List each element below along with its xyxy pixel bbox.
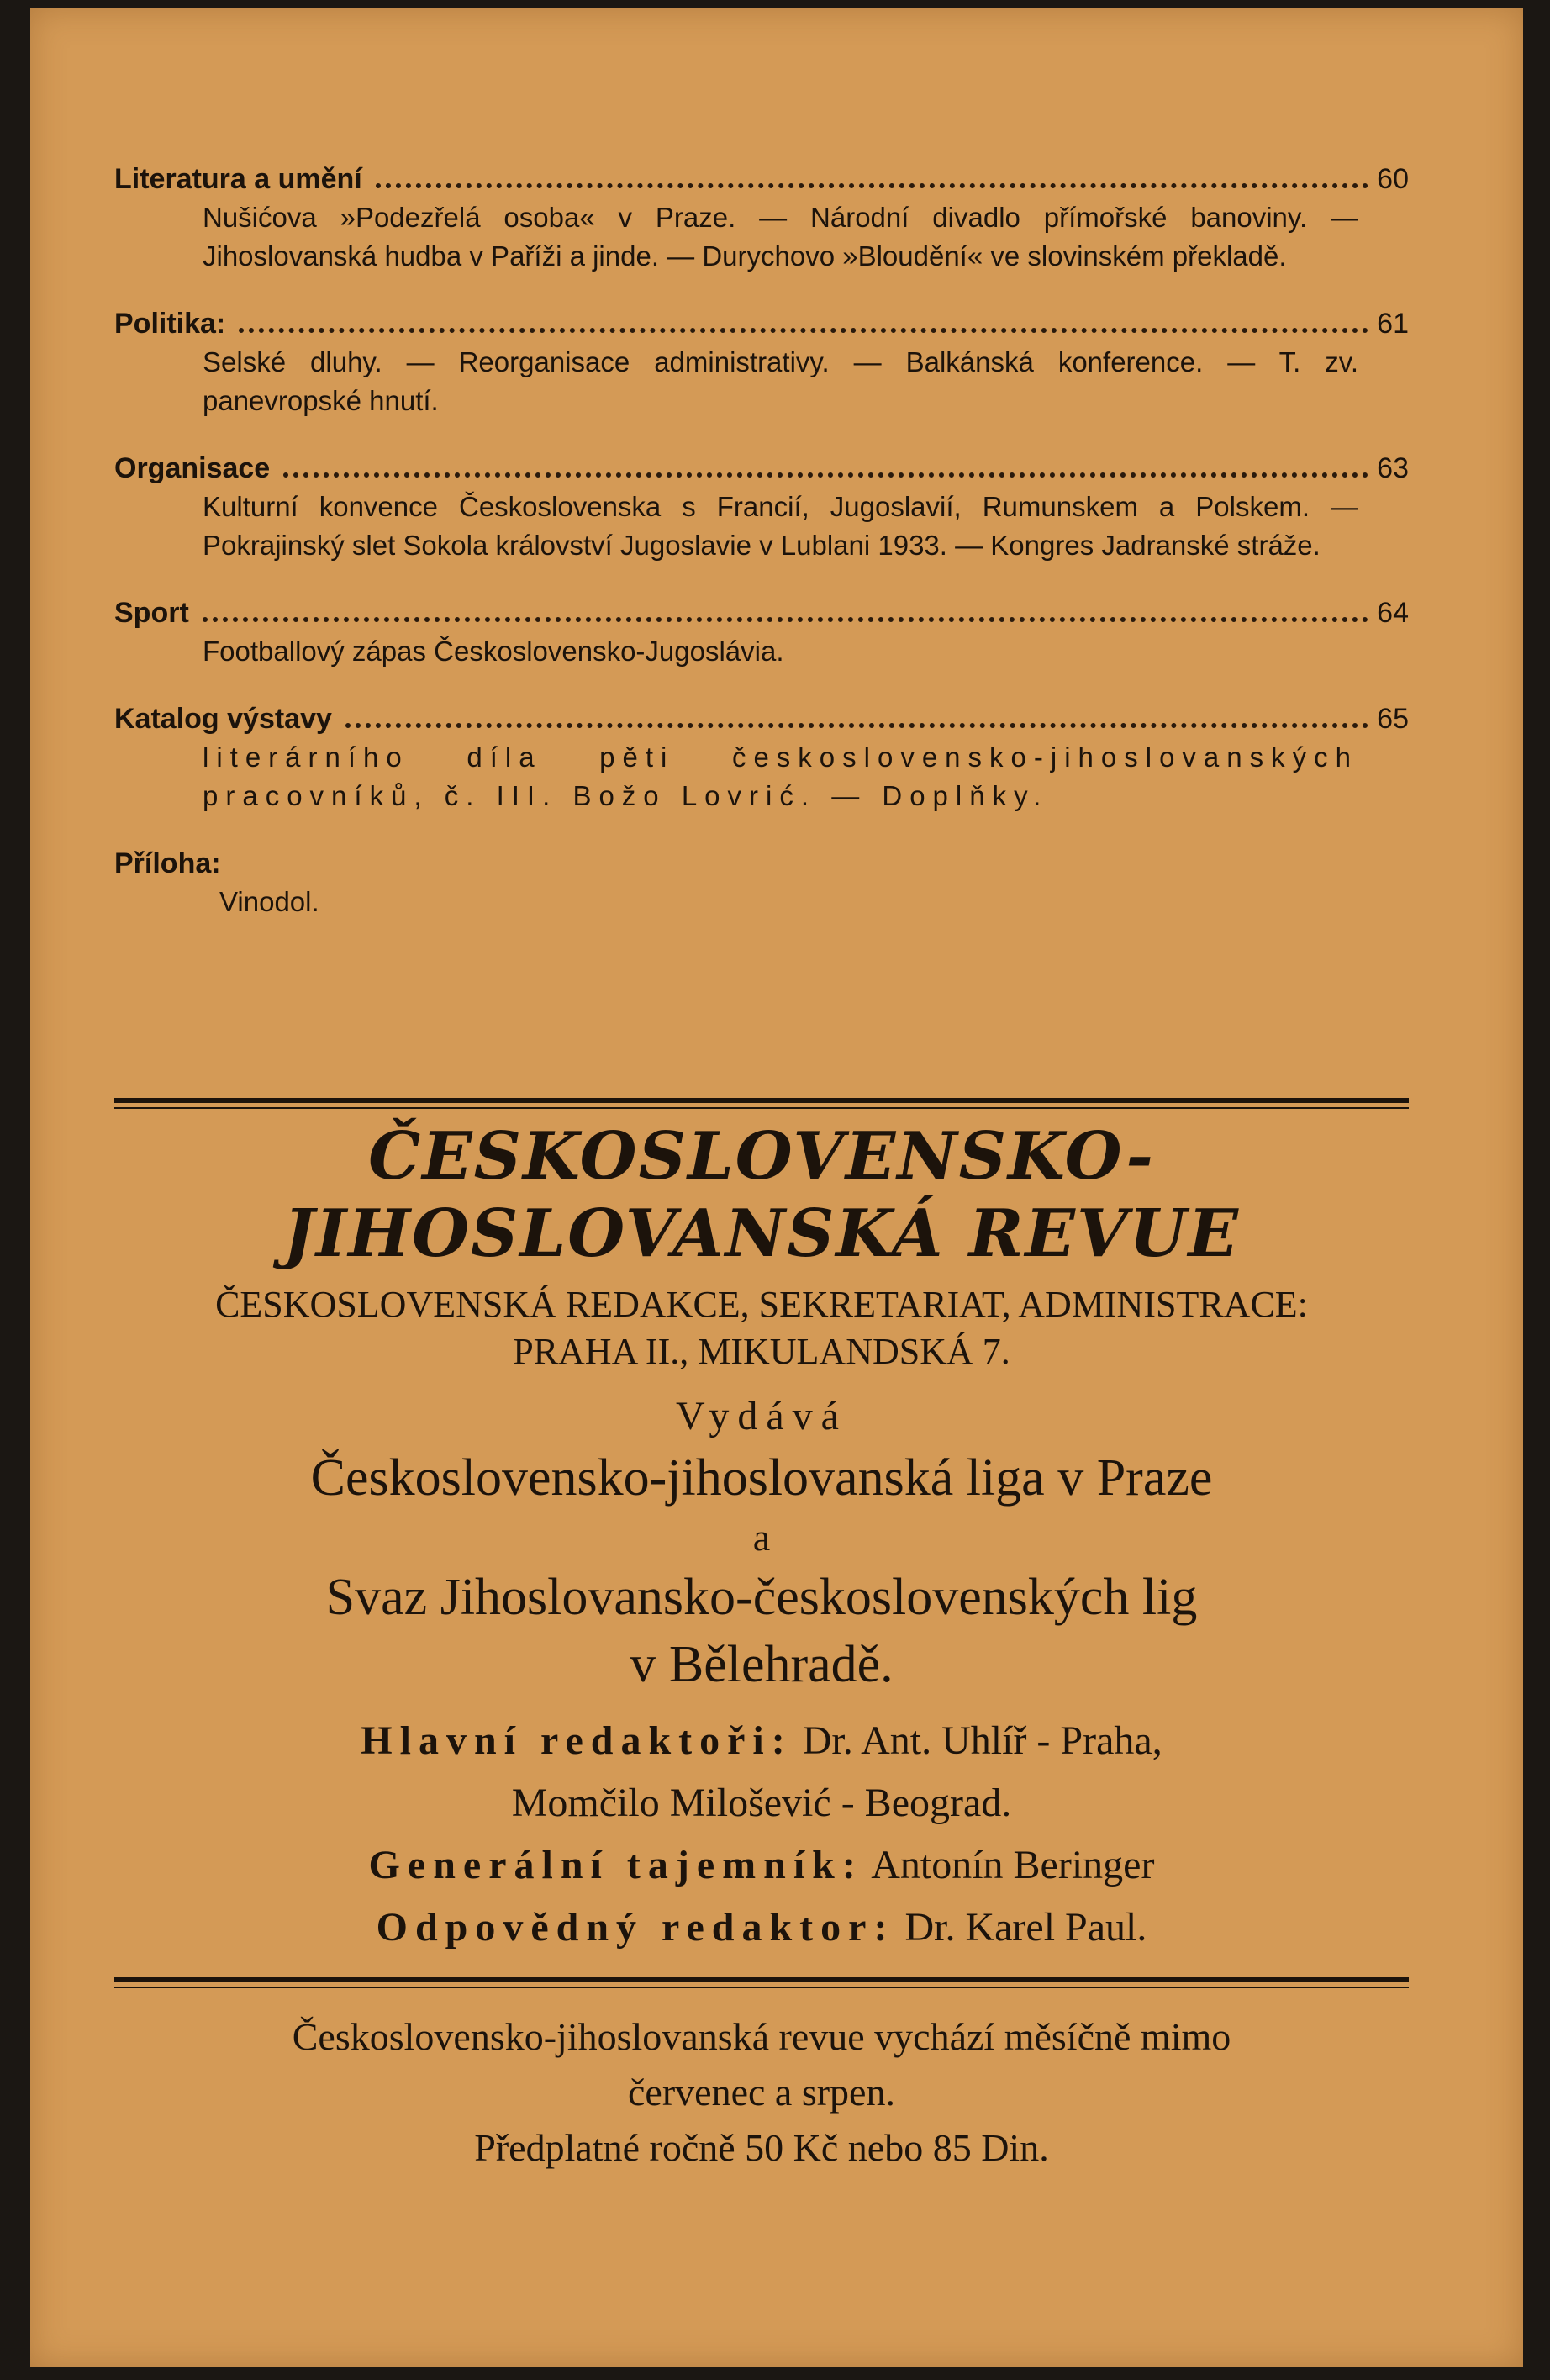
toc-entry-head bbox=[114, 699, 1409, 738]
responsible-editor-name: Dr. Karel Paul. bbox=[904, 1905, 1147, 1950]
general-secretary-name: Antonín Beringer bbox=[871, 1843, 1155, 1887]
dot-leader bbox=[345, 723, 1368, 728]
general-secretary bbox=[114, 1834, 1409, 1897]
toc-section-politics bbox=[114, 304, 1409, 420]
dot-leader bbox=[203, 617, 1368, 622]
divider-rule bbox=[114, 1098, 1409, 1109]
divider-rule bbox=[114, 1977, 1409, 1988]
toc-description: literárního díla pěti československo-jihoslovanských pracovníků, č. III. Božo Lovrić. — Doplňky. bbox=[203, 741, 1358, 811]
toc-entry-head bbox=[114, 160, 1409, 198]
toc-section-organisation bbox=[114, 449, 1409, 565]
toc-page-number: 60 bbox=[1377, 163, 1409, 195]
toc-section-appendix bbox=[114, 844, 1409, 921]
toc-description: Kulturní konvence Československa s Francií, Jugoslavií, Rumunskem a Polskem. — Pokrajinský slet Sokola království Jugoslavie v Lublani 1933. — Kongres Jadranské stráže. bbox=[203, 491, 1358, 561]
dot-leader bbox=[283, 472, 1368, 478]
rule-thick bbox=[114, 1977, 1409, 1982]
toc-title: Literatura a umění bbox=[114, 163, 362, 195]
toc-description: Nušićova »Podezřelá osoba« v Praze. — Národní divadlo přímořské banoviny. — Jihoslovanská hudba v Paříži a jinde. — Durychovo »Bloudění« ve slovinském překladě. bbox=[203, 202, 1358, 272]
subscription-info bbox=[114, 2009, 1409, 2176]
footer-line1: Československo-jihoslovanská revue vychází měsíčně mimo bbox=[292, 2015, 1231, 2058]
toc-section-sport bbox=[114, 594, 1409, 671]
toc-page-number: 61 bbox=[1377, 308, 1409, 340]
appendix-title: Příloha: bbox=[114, 847, 221, 879]
appendix-content: Vinodol. bbox=[219, 886, 319, 917]
toc-entry-head bbox=[114, 594, 1409, 632]
general-secretary-label: Generální tajemník: bbox=[368, 1843, 863, 1887]
publisher-2-line2: v Bělehradě. bbox=[630, 1636, 894, 1693]
conjunction-a: a bbox=[752, 1516, 771, 1559]
chief-editors-label: Hlavní redaktoři: bbox=[361, 1718, 793, 1763]
toc-description: Selské dluhy. — Reorganisace administrativy. — Balkánská konference. — T. zv. panevropské hnutí. bbox=[203, 346, 1358, 416]
toc-page-number: 64 bbox=[1377, 597, 1409, 629]
toc-title: Sport bbox=[114, 597, 189, 629]
publisher-2-line1: Svaz Jihoslovansko-československých lig bbox=[325, 1569, 1198, 1626]
toc-section-literature bbox=[114, 160, 1409, 276]
rule-thin bbox=[114, 1107, 1409, 1109]
chief-editor-1: Dr. Ant. Uhlíř - Praha, bbox=[802, 1718, 1162, 1763]
address-line2: PRAHA II., MIKULANDSKÁ 7. bbox=[513, 1331, 1010, 1372]
table-of-contents bbox=[114, 160, 1409, 950]
journal-title-line1: ČESKOSLOVENSKO- bbox=[368, 1118, 1155, 1195]
page bbox=[30, 8, 1523, 2367]
chief-editors bbox=[114, 1710, 1409, 1772]
rule-thick bbox=[114, 1098, 1409, 1103]
toc-title: Politika: bbox=[114, 308, 226, 340]
toc-entry-head bbox=[114, 844, 1409, 883]
responsible-editor-label: Odpovědný redaktor: bbox=[376, 1905, 895, 1950]
publisher-1: Československo-jihoslovanská liga v Praze bbox=[310, 1449, 1213, 1507]
responsible-editor bbox=[114, 1897, 1409, 1959]
masthead bbox=[114, 1118, 1409, 1959]
dot-leader bbox=[376, 183, 1368, 188]
address-line1: ČESKOSLOVENSKÁ REDAKCE, SEKRETARIAT, ADMINISTRACE: bbox=[215, 1284, 1308, 1325]
chief-editor-2: Momčilo Milošević - Beograd. bbox=[511, 1781, 1012, 1825]
journal-title-line2: JIHOSLOVANSKÁ REVUE bbox=[283, 1195, 1240, 1272]
toc-page-number: 63 bbox=[1377, 452, 1409, 484]
journal-title bbox=[114, 1118, 1409, 1273]
publishes-label: Vydává bbox=[676, 1394, 847, 1438]
dot-leader bbox=[239, 328, 1368, 333]
toc-description: Footballový zápas Československo-Jugoslávia. bbox=[203, 636, 784, 667]
rule-thin bbox=[114, 1987, 1409, 1988]
footer-line2: červenec a srpen. bbox=[628, 2071, 895, 2114]
toc-page-number: 65 bbox=[1377, 703, 1409, 735]
footer-line3: Předplatné ročně 50 Kč nebo 85 Din. bbox=[474, 2126, 1049, 2169]
toc-entry-head bbox=[114, 449, 1409, 488]
toc-title: Organisace bbox=[114, 452, 271, 484]
toc-title: Katalog výstavy bbox=[114, 703, 332, 735]
toc-section-catalogue bbox=[114, 699, 1409, 815]
toc-entry-head bbox=[114, 304, 1409, 343]
